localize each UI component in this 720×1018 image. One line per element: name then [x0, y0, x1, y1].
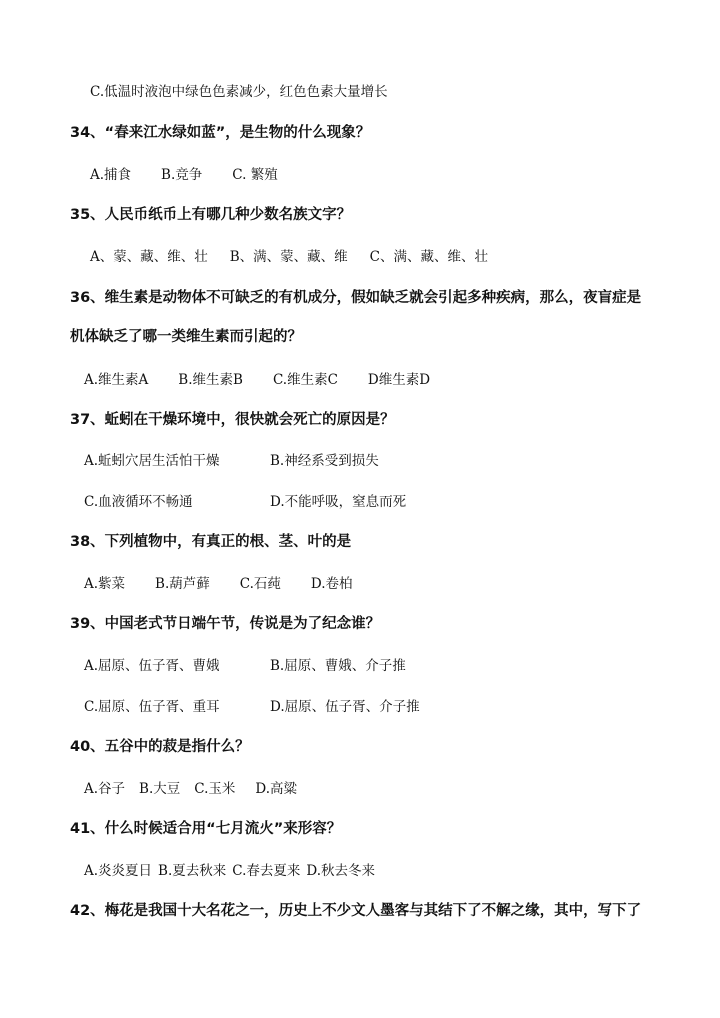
option-b: B.葫芦藓: [155, 576, 210, 592]
option-c: C.石莼: [239, 576, 281, 592]
option-c: C.玉米: [194, 781, 236, 797]
option-line: [84, 695, 220, 715]
option-line: [84, 777, 297, 797]
question-36: 36、维生素是动物体不可缺乏的有机成分，假如缺乏就会引起多种疾病，那么，夜盲症是: [70, 290, 642, 306]
option-c: C.屈原、伍子胥、重耳: [84, 699, 220, 715]
option-a: A.捕食: [90, 167, 132, 183]
option-a: A.炎炎夏日: [84, 863, 153, 879]
option-b: B.夏去秋来: [158, 863, 227, 879]
option-b: B、满、蒙、藏、维: [229, 249, 348, 265]
option-a: A.蚯蚓穴居生活怕干燥: [84, 453, 220, 469]
option-line: [84, 490, 193, 510]
option-b: B.神经系受到损失: [270, 453, 379, 469]
option-c: C.低温时液泡中绿色色素减少，红色色素大量增长: [90, 84, 388, 100]
option-d: D.屈原、伍子胥、介子推: [270, 699, 420, 715]
question-34: 34、“春来江水绿如蓝”，是生物的什么现象？: [70, 125, 371, 141]
option-line: [84, 368, 430, 388]
option-line: [270, 490, 406, 510]
option-d: D.秋去冬来: [306, 863, 376, 879]
option-a: A、蒙、藏、维、壮: [90, 249, 208, 265]
option-line: [90, 163, 278, 183]
option-b: B.大豆: [139, 781, 181, 797]
option-d: D维生素D: [367, 372, 431, 388]
option-line: [270, 449, 379, 469]
question-35: 35、人民币纸币上有哪几种少数名族文字？: [70, 207, 352, 223]
question-41: 41、什么时候适合用“七月流火”来形容？: [70, 821, 342, 837]
option-line: [84, 859, 375, 879]
option-b: B.屈原、曹娥、介子推: [270, 658, 406, 674]
option-b: B.竞争: [161, 167, 203, 183]
option-c: C.春去夏来: [232, 863, 301, 879]
option-a: A.屈原、伍子胥、曹娥: [84, 658, 220, 674]
option-d: D.卷柏: [310, 576, 353, 592]
question-36-continued: 机体缺乏了哪一类维生素而引起的？: [70, 329, 302, 345]
option-c: C.维生素C: [272, 372, 338, 388]
option-d: D.高粱: [255, 781, 298, 797]
option-line: [84, 654, 220, 674]
option-d: D.不能呼吸，窒息而死: [270, 494, 407, 510]
question-37: 37、蚯蚓在干燥环境中，很快就会死亡的原因是？: [70, 412, 395, 428]
option-line: [90, 245, 488, 265]
question-39: 39、中国老式节日端午节，传说是为了纪念谁？: [70, 616, 381, 632]
option-c: C. 繁殖: [232, 167, 278, 183]
option-line: [270, 654, 406, 674]
option-line: [270, 695, 420, 715]
option-a: A.维生素A: [84, 372, 149, 388]
option-line: [90, 80, 388, 100]
question-38: 38、下列植物中，有真正的根、茎、叶的是: [70, 534, 352, 550]
question-42: 42、梅花是我国十大名花之一，历史上不少文人墨客与其结下了不解之缘，其中，写下了: [70, 903, 642, 919]
question-40: 40、五谷中的菽是指什么？: [70, 739, 250, 755]
option-line: [84, 572, 353, 592]
option-a: A.紫菜: [84, 576, 126, 592]
option-line: [84, 449, 220, 469]
option-a: A.谷子: [84, 781, 126, 797]
option-c: C、满、藏、维、壮: [369, 249, 489, 265]
option-b: B.维生素B: [178, 372, 243, 388]
option-c: C.血液循环不畅通: [84, 494, 193, 510]
